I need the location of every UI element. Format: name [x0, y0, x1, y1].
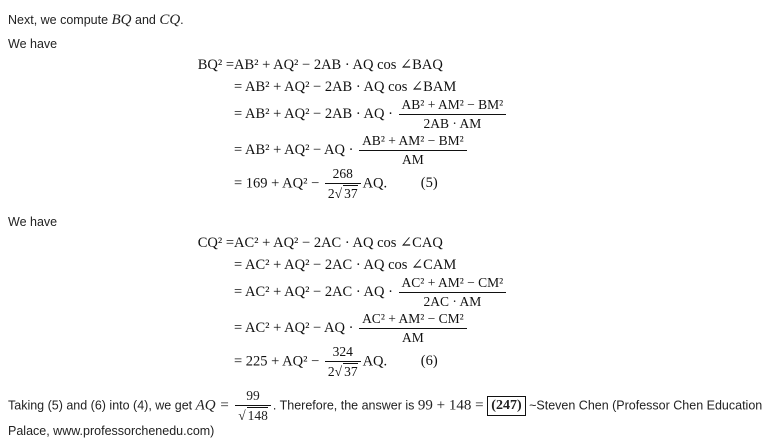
den-radicand: 37 [344, 364, 358, 379]
eq-cq-l5-post: AQ. [362, 353, 388, 370]
fraction-numerator: AB² + AM² − BM² [401, 97, 504, 112]
eq-cq-line-2: = AC² + AQ² − 2AC · AQ cos ∠CAM [234, 257, 457, 273]
eq-bq-line-4 [234, 133, 469, 168]
conclusion-line-1 [8, 388, 762, 424]
den-coef: 2 [327, 186, 335, 201]
math-aq: AQ = [195, 397, 234, 414]
eq-cq-l1: AC² + AQ² − 2AC · AQ cos ∠CAQ [234, 235, 443, 251]
fraction-numerator: AC² + AM² − CM² [401, 275, 504, 290]
aq-fraction [235, 388, 271, 424]
math-bq: BQ [111, 12, 132, 28]
eq-bq-lhs: BQ² = [197, 57, 234, 73]
eq-cq-lhs: CQ² = [197, 235, 234, 251]
fraction-denominator: 2√ 37 [325, 183, 361, 202]
eq-cq-l5-fraction [325, 344, 361, 380]
eq-cq-l4-pre: = AC² + AQ² − AQ · [234, 319, 354, 336]
eq-bq-line-2: = AB² + AQ² − 2AB · AQ cos ∠BAM [234, 79, 457, 95]
eq-bq-l5-pre: = 169 + AQ² − [234, 175, 320, 192]
eq-cq-line-5 [234, 344, 438, 380]
intro-text-b: and [131, 13, 160, 27]
intro-text-a: Next, we compute [8, 13, 112, 27]
eq-bq-l5-post: AQ. [362, 175, 388, 192]
eq-bq-l4-fraction [359, 133, 467, 168]
conclusion-text-b: . Therefore, the answer is [272, 398, 418, 413]
we-have-label: We have [8, 215, 58, 229]
eq-bq-line-3 [234, 97, 508, 132]
conclusion-text-a: Taking (5) and (6) into (4), we get [8, 398, 196, 413]
den-radicand: 148 [247, 408, 268, 423]
we-have-label: We have [8, 37, 58, 51]
fraction-numerator: AC² + AM² − CM² [362, 311, 464, 326]
eq-cq-l3-fraction [399, 275, 507, 310]
eq-bq-l5-fraction [325, 166, 361, 202]
eq-cq-l5-pre: = 225 + AQ² − [234, 353, 320, 370]
conclusion-line-2: Palace, www.professorchenedu.com) [8, 424, 215, 438]
conclusion-text-c: ~Steven Chen (Professor Chen Education [525, 398, 762, 413]
equation-tag-5: (5) [420, 175, 438, 192]
fraction-denominator: 2AB · AM [399, 114, 507, 132]
eq-bq-l3-pre: = AB² + AQ² − 2AB · AQ · [234, 105, 393, 122]
math-cq: CQ [159, 12, 181, 28]
intro-line [8, 12, 184, 29]
eq-cq-l3-pre: = AC² + AQ² − 2AC · AQ · [234, 283, 393, 300]
den-coef: 2 [327, 364, 335, 379]
fraction-denominator: AM [359, 328, 467, 346]
fraction-denominator: √ 148 [235, 405, 271, 424]
eq-cq-line-1 [197, 235, 443, 252]
equation-tag-6: (6) [420, 353, 438, 370]
math-sum: 99 + 148 = [417, 397, 488, 414]
fraction-numerator: 324 [332, 344, 353, 359]
fraction-denominator: 2√ 37 [325, 361, 361, 380]
fraction-denominator: 2AC · AM [399, 292, 507, 310]
fraction-numerator: 99 [246, 388, 260, 403]
eq-bq-l4-pre: = AB² + AQ² − AQ · [234, 141, 354, 158]
eq-cq-line-4 [234, 311, 469, 346]
eq-bq-l1: AB² + AQ² − 2AB · AQ cos ∠BAQ [234, 57, 443, 73]
answer-box: (247) [487, 396, 525, 416]
eq-bq-line-5 [234, 166, 438, 202]
den-radicand: 37 [344, 186, 358, 201]
eq-bq-l3-fraction [399, 97, 507, 132]
fraction-numerator: 268 [332, 166, 353, 181]
fraction-numerator: AB² + AM² − BM² [362, 133, 464, 148]
eq-cq-l4-fraction [359, 311, 467, 346]
eq-cq-line-3 [234, 275, 508, 310]
intro-text-c: . [180, 13, 184, 27]
eq-bq-line-1 [197, 57, 443, 74]
fraction-denominator: AM [359, 150, 467, 168]
